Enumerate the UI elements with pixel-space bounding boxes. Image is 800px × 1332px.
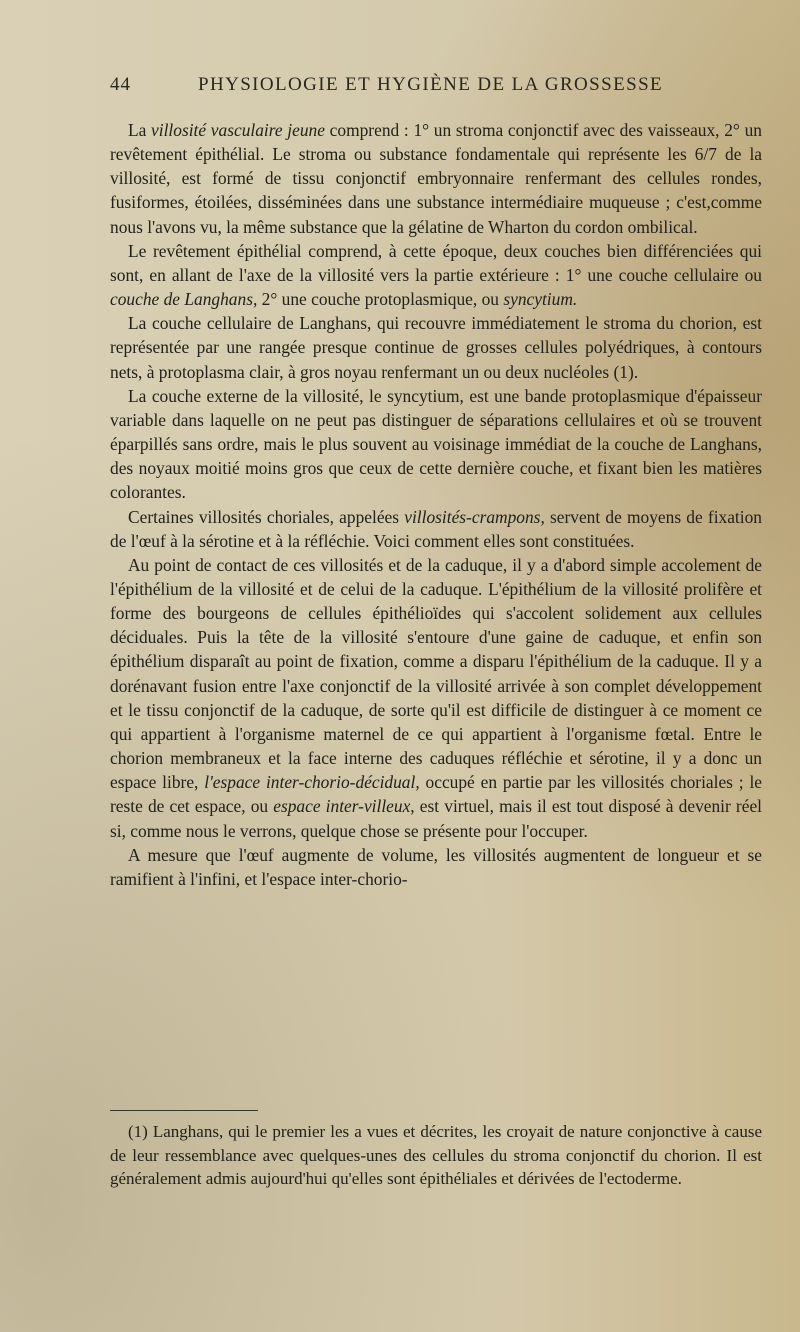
paragraph: La villosité vasculaire jeune comprend : 1° un stroma conjonctif avec des vaisseaux, 2° un revêtement épithélial. Le stroma ou substance fondamentale qui représente les 6/7 de la villosité, est formé de tissu conjonctif embryonnaire renfermant des cellules rondes, fusiformes, étoilées, disséminées dans une substance intermédiaire muqueuse ; c'est,comme nous l'avons vu, la même substance que la gélatine de Wharton du cordon ombilical. (110, 120, 762, 237)
footnote (110, 1120, 762, 1191)
paragraph: Le revêtement épithélial comprend, à cette époque, deux couches bien différenciées qui sont, en allant de l'axe de la villosité vers la partie extérieure : 1° une couche cellulaire ou couche de Langhans, 2° une couche protoplasmique, ou syncytium. (110, 240, 762, 310)
running-head (110, 74, 760, 104)
footnote-text: (1) Langhans, qui le premier les a vues et décrites, les croyait de nature conjonctive à cause de leur ressemblance avec quelques-unes des cellules du stroma conjonctif du chorion. Il est généralement admis aujourd'hui qu'elles sont épithéliales et dérivées de l'ectoderme. (110, 1122, 762, 1188)
paragraph: A mesure que l'œuf augmente de volume, les villosités augmentent de longueur et se ramifient à l'infini, et l'espace inter-chorio- (110, 844, 762, 889)
running-title: PHYSIOLOGIE ET HYGIÈNE DE LA GROSSESSE (198, 74, 664, 95)
paragraph: Certaines villosités choriales, appelées villosités-crampons, servent de moyens de fixation de l'œuf à la sérotine et à la réfléchie. Voici comment elles sont constituées. (110, 506, 762, 551)
paragraph: La couche externe de la villosité, le syncytium, est une bande protoplasmique d'épaisseur variable dans laquelle on ne peut pas distinguer de séparations cellulaires et où se trouvent éparpillés sans ordre, mais le plus souvent au voisinage immédiat de la couche de Langhans, des noyaux moitié moins gros que ceux de cette dernière couche, et fixant bien les matières colorantes. (110, 385, 762, 503)
paragraph: La couche cellulaire de Langhans, qui recouvre immédiatement le stroma du chorion, est représentée par une rangée presque continue de grosses cellules polyédriques, à contours nets, à protoplasma clair, à gros noyau renfermant un ou deux nucléoles (1). (110, 313, 762, 382)
page-number: 44 (110, 74, 131, 95)
footnote-rule (110, 1110, 258, 1111)
paragraph: Au point de contact de ces villosités et de la caduque, il y a d'abord simple accolement de l'épithélium de la villosité et de celui de la caduque. L'épithélium de la villosité prolifère et forme des bourgeons de cellules épithélioïdes qui s'accolent solidement aux cellules déciduales. Puis la tête de la villosité s'entoure d'une gaine de caduque, et enfin son épithélium disparaît au point de fixation, comme a disparu l'épithélium de la caduque. Il y a dorénavant fusion entre l'axe conjonctif de la villosité arrivée à son complet développement et le tissu conjonctif de la caduque, de sorte qu'il est difficile de distinguer à ce moment ce qui appartient à l'organisme maternel de ce qui appartient à l'organisme fœtal. Entre le chorion membraneux et la face interne des caduques réfléchie et sérotine, il y a donc un espace libre, l'espace inter-chorio-décidual, occupé en partie par les villosités choriales ; le reste de cet espace, ou espace inter-villeux, est virtuel, mais il est tout disposé à devenir réel si, comme nous le verrons, quelque chose se présente pour l'occuper. (110, 554, 763, 841)
body-text (110, 118, 762, 891)
